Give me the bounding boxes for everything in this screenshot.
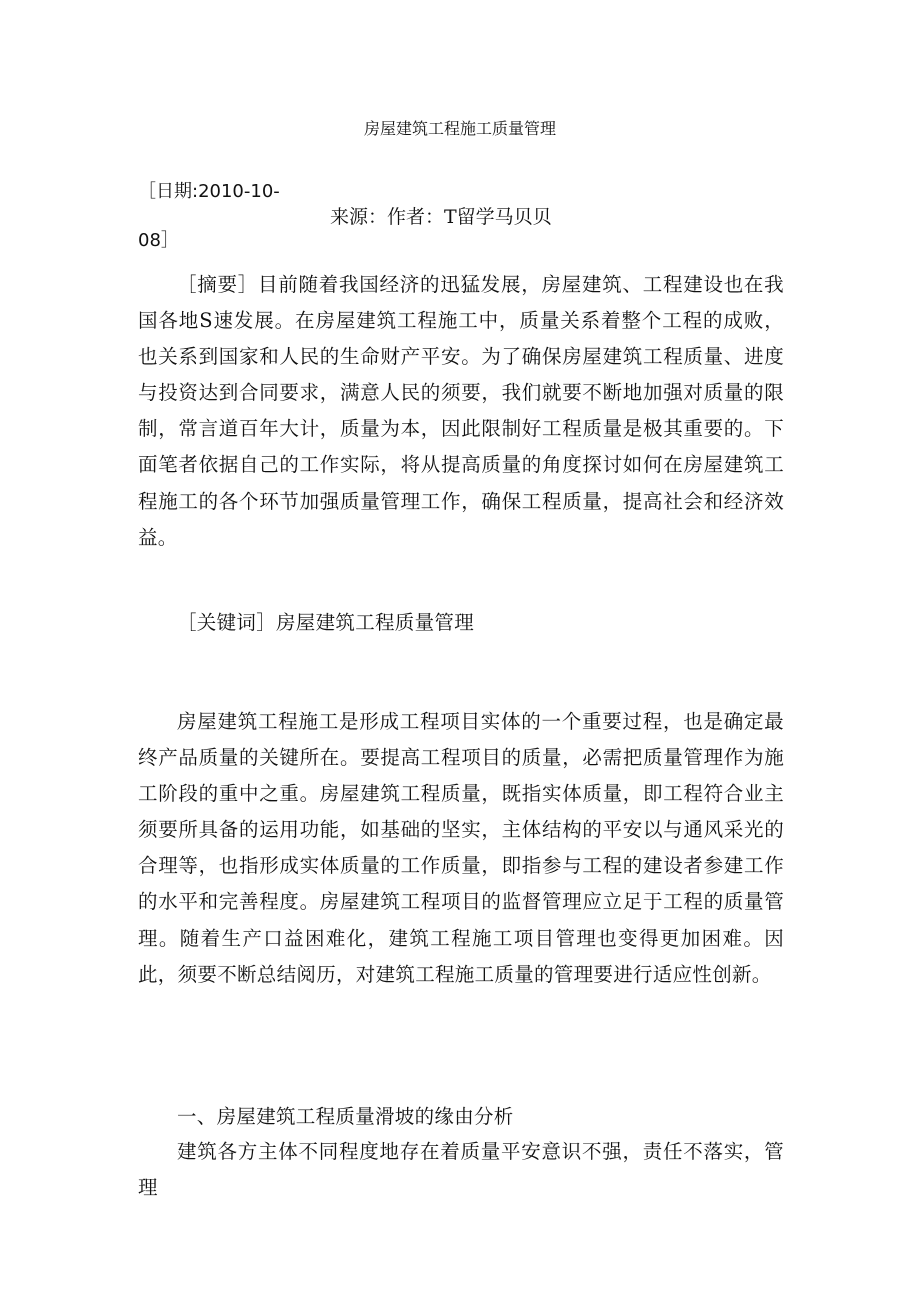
keywords-paragraph: ［关键词］房屋建筑工程质量管理 [177,611,475,634]
date-label-part1: ［日期:2010-10- [138,181,280,202]
abstract-paragraph: ［摘要］目前随着我国经济的迅猛发展，房屋建筑、工程建设也在我国各地S速发展。在房屋建筑工程施工中，质量关系着整个工程的成败，也关系到国家和人民的生命财产平安。为了确保房屋建筑工程质量、进度与投资达到合同要求，满意人民的须要，我们就要不断地加强对质量的限制，常言道百年大计，质量为本，因此限制好工程质量是极其重要的。下面笔者依据自己的工作实际，将从提高质量的角度探讨如何在房屋建筑工程施工的各个环节加强质量管理工作，确保工程质量，提高社会和经济效益。 [138,273,784,549]
section-heading-1: 一、房屋建筑工程质量滑坡的缘由分析 [177,1105,514,1128]
body-paragraph-intro: 房屋建筑工程施工是形成工程项目实体的一个重要过程，也是确定最终产品质量的关键所在。要提高工程项目的质量，必需把质量管理作为施工阶段的重中之重。房屋建筑工程质量，既指实体质量，即工程符合业主须要所具备的运用功能，如基础的坚实，主体结构的平安以与通风采光的合理等，也指形成实体质量的工作质量，即指参与工程的建设者参建工作的水平和完善程度。房屋建筑工程项目的监督管理应立足于工程的质量管理。随着生产口益困难化，建筑工程施工项目管理也变得更加困难。因此，须要不断总结阅历，对建筑工程施工质量的管理要进行适应性创新。 [138,710,784,986]
date-label-part2: 08］ [138,230,179,251]
document-title: 房屋建筑工程施工质量管理 [363,119,556,138]
body-paragraph-section-1: 建筑各方主体不同程度地存在着质量平安意识不强，责任不落实，管理 [138,1140,784,1200]
source-author-line: 来源：作者：T留学马贝贝 [330,206,552,228]
